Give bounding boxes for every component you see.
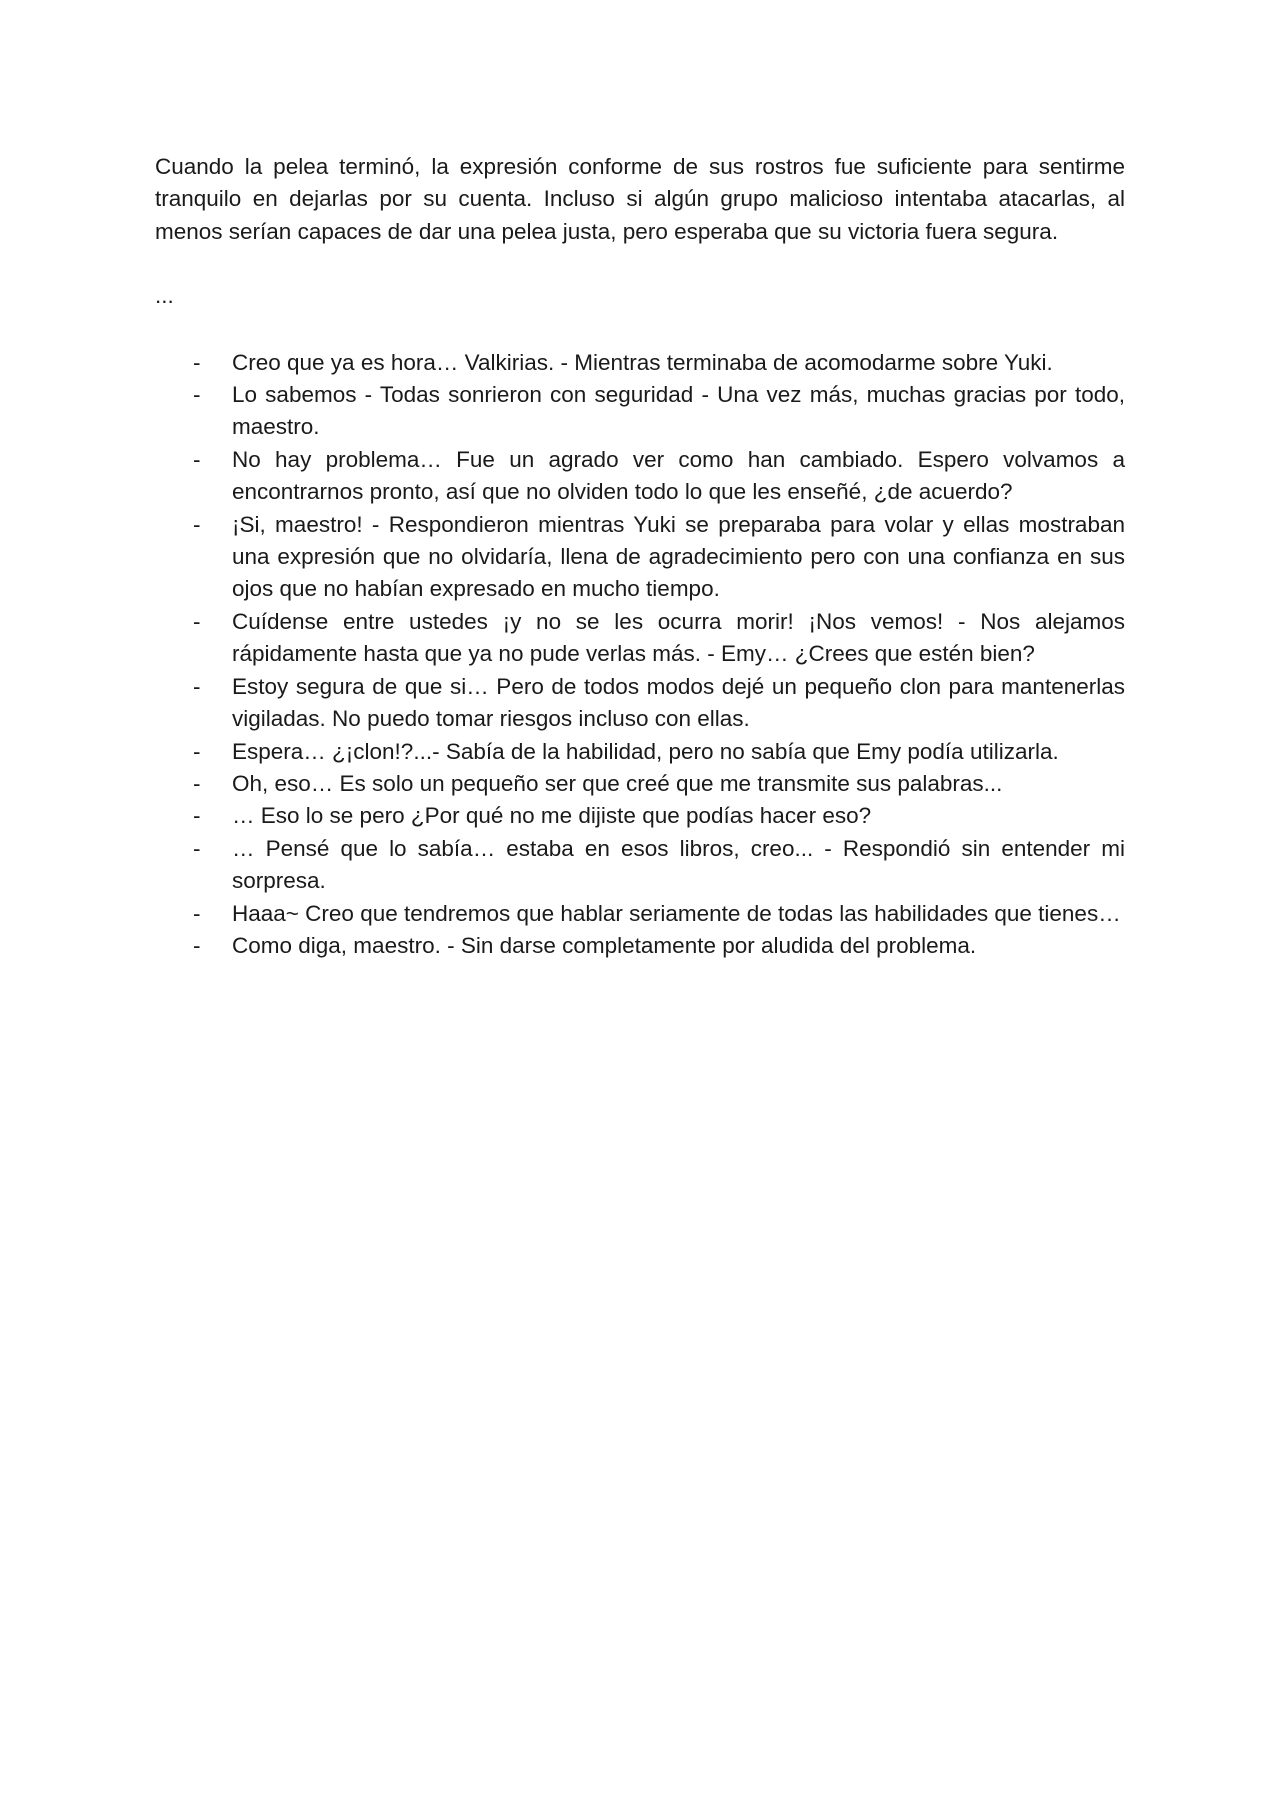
dialogue-text: Oh, eso… Es solo un pequeño ser que creé que me transmite sus palabras... — [232, 770, 1003, 796]
dialogue-text: … Pensé que lo sabía… estaba en esos libros, creo... - Respondió sin entender mi sorpresa. — [232, 835, 1125, 894]
opening-paragraph: Cuando la pelea terminó, la expresión conforme de sus rostros fue suficiente para sentirme tranquilo en dejarlas por su cuenta. Incluso si algún grupo malicioso intentaba atacarlas, al menos serían capaces de dar una pelea justa, pero esperaba que su victoria fuera segura. — [155, 154, 1125, 244]
dialogue-dash: - — [193, 673, 201, 699]
dialogue-dash: - — [193, 835, 201, 861]
dialogue-line — [155, 768, 1125, 800]
dialogue-dash: - — [193, 511, 201, 537]
dialogue-dash: - — [193, 349, 201, 375]
dialogue-line — [155, 606, 1125, 671]
dialogue-dash: - — [193, 738, 201, 764]
dialogue-line — [155, 509, 1125, 606]
dialogue-text: Cuídense entre ustedes ¡y no se les ocurra morir! ¡Nos vemos! - Nos alejamos rápidamente hasta que ya no pude verlas más. - Emy… ¿Crees que estén bien? — [232, 608, 1125, 667]
dialogue-text: Espera… ¿¡clon!?...- Sabía de la habilidad, pero no sabía que Emy podía utilizarla. — [232, 738, 1059, 764]
dialogue-text: Estoy segura de que si… Pero de todos modos dejé un pequeño clon para mantenerlas vigiladas. No puedo tomar riesgos incluso con ellas. — [232, 673, 1125, 732]
dialogue-dash: - — [193, 608, 201, 634]
document-body — [155, 151, 1125, 962]
dialogue-line — [155, 379, 1125, 444]
dialogue-line — [155, 898, 1125, 930]
dialogue-text: Como diga, maestro. - Sin darse completamente por aludida del problema. — [232, 932, 977, 958]
dialogue-dash: - — [193, 770, 201, 796]
dialogue-line — [155, 800, 1125, 832]
dialogue-line — [155, 347, 1125, 379]
dialogue-text: Creo que ya es hora… Valkirias. - Mientras terminaba de acomodarme sobre Yuki. — [232, 349, 1053, 375]
dialogue-dash: - — [193, 900, 201, 926]
dialogue-line — [155, 444, 1125, 509]
dialogue-dash: - — [193, 446, 201, 472]
dialogue-text: ¡Si, maestro! - Respondieron mientras Yuki se preparaba para volar y ellas mostraban una expresión que no olvidaría, llena de agradecimiento pero con una confianza en sus ojos que no habían expresado en mucho tiempo. — [232, 511, 1125, 602]
dialogue-line — [155, 671, 1125, 736]
dialogue-text: Haaa~ Creo que tendremos que hablar seriamente de todas las habilidades que tienes… — [232, 900, 1121, 926]
dialogue-text: Lo sabemos - Todas sonrieron con seguridad - Una vez más, muchas gracias por todo, maestro. — [232, 382, 1125, 440]
dialogue-list — [155, 347, 1125, 963]
dialogue-dash: - — [193, 932, 201, 958]
scene-break: ... — [155, 283, 174, 309]
dialogue-line — [155, 930, 1125, 962]
dialogue-line — [155, 736, 1125, 768]
dialogue-text: No hay problema… Fue un agrado ver como han cambiado. Espero volvamos a encontrarnos pronto, así que no olviden todo lo que les enseñé, ¿de acuerdo? — [232, 446, 1125, 505]
dialogue-dash: - — [193, 382, 201, 408]
dialogue-text: … Eso lo se pero ¿Por qué no me dijiste que podías hacer eso? — [232, 803, 872, 829]
dialogue-line — [155, 833, 1125, 898]
dialogue-dash: - — [193, 803, 201, 829]
